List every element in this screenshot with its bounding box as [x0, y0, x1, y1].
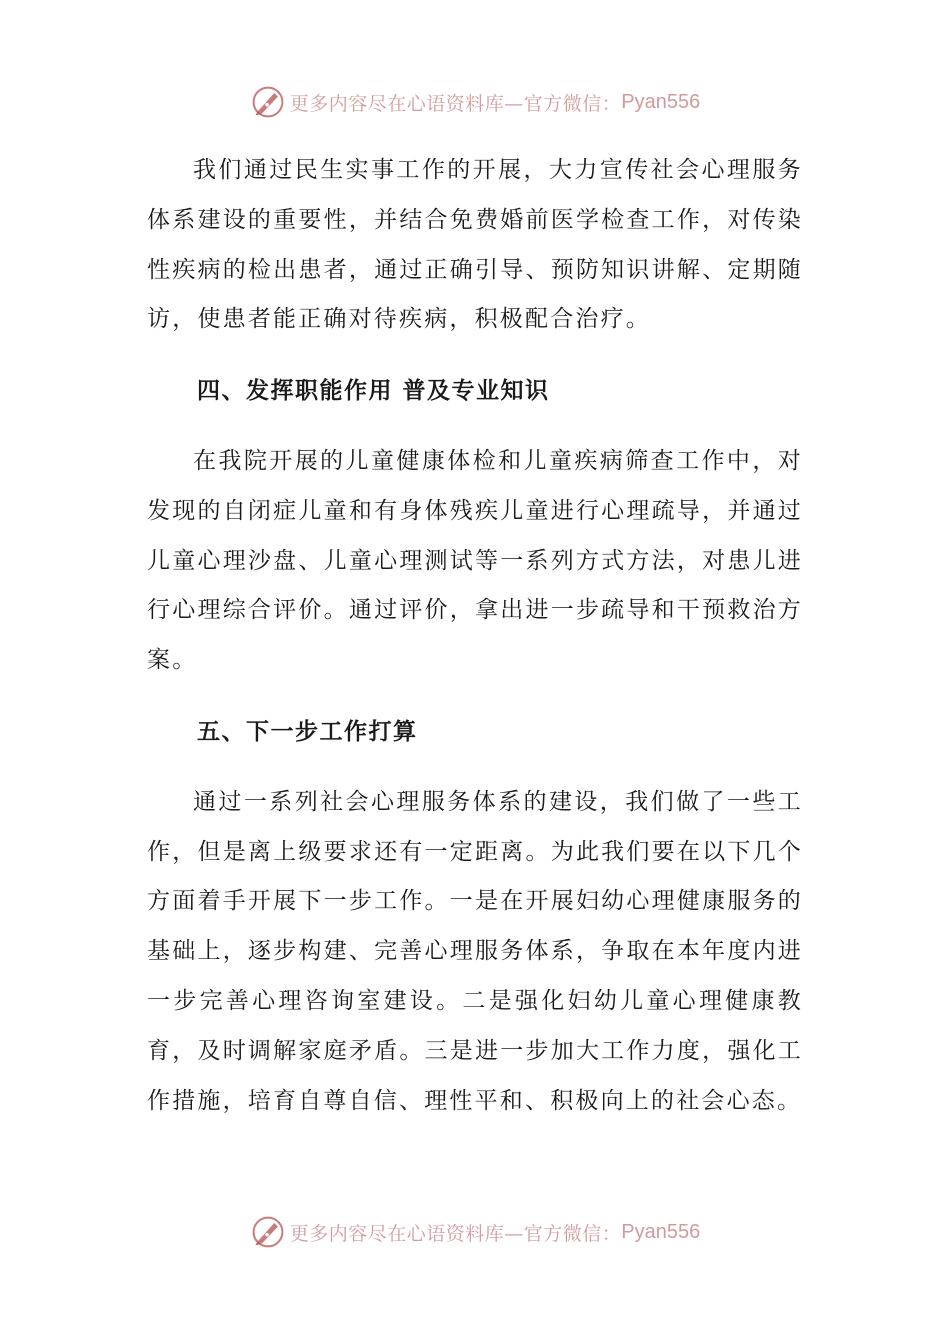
- watermark-wechat-id: Pyan556: [621, 1220, 701, 1243]
- watermark-text: 更多内容尽在心语资料库—官方微信：: [289, 92, 622, 115]
- paragraph-civil-affairs: 我们通过民生实事工作的开展，大力宣传社会心理服务体系建设的重要性，并结合免费婚前医学检查工作，对传染性疾病的检出患者，通过正确引导、预防知识讲解、定期随访，使患者能正确对待疾病，积极配合治疗。: [147, 157, 803, 333]
- pen-logo-icon: [250, 84, 286, 120]
- document-body: [147, 146, 803, 1126]
- footer-watermark: [0, 1212, 950, 1252]
- watermark-wechat-id: Pyan556: [621, 90, 701, 113]
- paragraph-children-screening: 在我院开展的儿童健康体检和儿童疾病筛查工作中，对发现的自闭症儿童和有身体残疾儿童进行心理疏导，并通过儿童心理沙盘、儿童心理测试等一系列方式方法，对患儿进行心理综合评价。通过评价，拿出进一步疏导和干预救治方案。: [147, 447, 803, 674]
- section-heading-four: 四、发挥职能作用 普及专业知识: [197, 377, 550, 405]
- pen-logo-icon: [250, 1214, 286, 1250]
- section-heading-five: 五、下一步工作打算: [197, 717, 418, 745]
- header-watermark: [0, 82, 950, 122]
- watermark-text: 更多内容尽在心语资料库—官方微信：: [289, 1222, 622, 1245]
- paragraph-next-steps: 通过一系列社会心理服务体系的建设，我们做了一些工作，但是离上级要求还有一定距离。为此我们要在以下几个方面着手开展下一步工作。一是在开展妇幼心理健康服务的基础上，逐步构建、完善心理服务体系，争取在本年度内进一步完善心理咨询室建设。二是强化妇幼儿童心理健康教育，及时调解家庭矛盾。三是进一步加大工作力度，强化工作措施，培育自尊自信、理性平和、积极向上的社会心态。: [147, 788, 803, 1114]
